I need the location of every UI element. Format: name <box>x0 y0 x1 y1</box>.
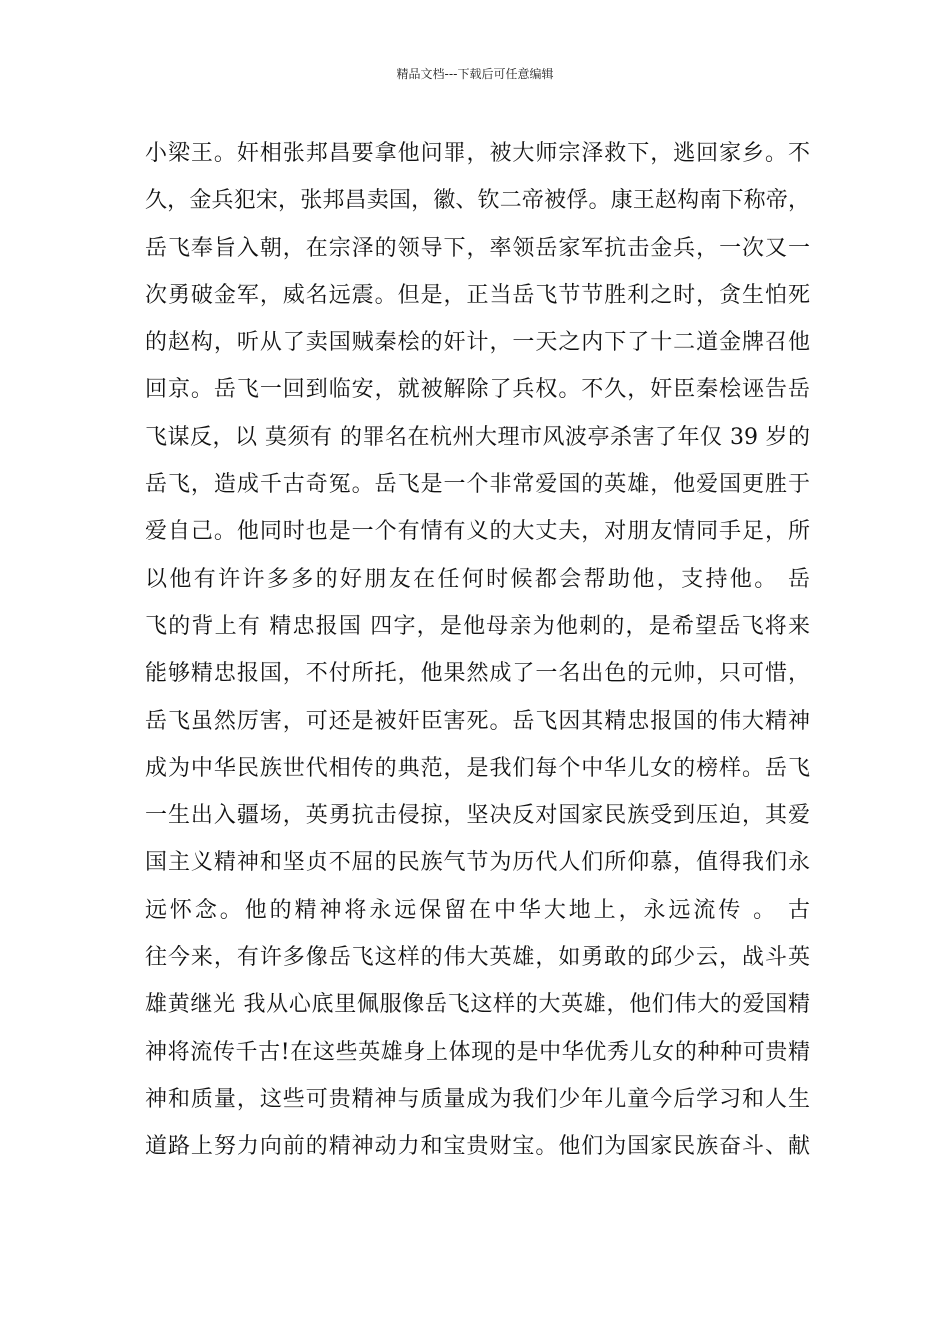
text-line: 回京。岳飞一回到临安，就被解除了兵权。不久，奸臣秦桧诬告岳 <box>145 377 810 403</box>
text-line: 的赵构，听从了卖国贼秦桧的奸计，一天之内下了十二道金牌召他 <box>145 330 810 356</box>
text-line: 国主义精神和坚贞不屈的民族气节为历代人们所仰慕，值得我们永 <box>145 850 810 876</box>
text-line: 一生出入疆场，英勇抗击侵掠，坚决反对国家民族受到压迫，其爱 <box>145 803 810 829</box>
text-line: 成为中华民族世代相传的典范，是我们每个中华儿女的榜样。岳飞 <box>145 755 810 781</box>
text-line: 远怀念。他的精神将永远保留在中华大地上，永远流传 。 古 <box>145 897 810 923</box>
text-line: 往今来，有许多像岳飞这样的伟大英雄，如勇敢的邱少云，战斗英 <box>145 945 810 971</box>
text-line: 以他有许许多多的好朋友在任何时候都会帮助他，支持他。 岳 <box>145 566 810 592</box>
text-line: 飞的背上有 精忠报国 四字，是他母亲为他刺的，是希望岳飞将来 <box>145 613 810 639</box>
text-line: 能够精忠报国，不付所托，他果然成了一名出色的元帅，只可惜， <box>145 661 810 687</box>
body-text <box>145 130 810 1171</box>
text-line: 久，金兵犯宋，张邦昌卖国，徽、钦二帝被俘。康王赵构南下称帝， <box>145 188 810 214</box>
text-line: 岳飞奉旨入朝，在宗泽的领导下，率领岳家军抗击金兵，一次又一 <box>145 235 810 261</box>
page-header: 精品文档---下载后可任意编辑 <box>396 67 554 81</box>
text-line: 爱自己。他同时也是一个有情有义的大丈夫，对朋友情同手足，所 <box>145 519 810 545</box>
text-line: 岳飞虽然厉害，可还是被奸臣害死。岳飞因其精忠报国的伟大精神 <box>145 708 810 734</box>
text-line: 飞谋反，以 莫须有 的罪名在杭州大理市风波亭杀害了年仅 39 岁的 <box>145 424 810 450</box>
text-line: 神将流传千古!在这些英雄身上体现的是中华优秀儿女的种种可贵精 <box>145 1039 810 1065</box>
text-line: 神和质量，这些可贵精神与质量成为我们少年儿童今后学习和人生 <box>145 1086 810 1112</box>
text-line: 次勇破金军，威名远震。但是，正当岳飞节节胜利之时，贪生怕死 <box>145 282 810 308</box>
text-line: 岳飞，造成千古奇冤。岳飞是一个非常爱国的英雄，他爱国更胜于 <box>145 472 810 498</box>
text-line: 道路上努力向前的精神动力和宝贵财宝。他们为国家民族奋斗、献 <box>145 1134 810 1160</box>
text-line: 小梁王。奸相张邦昌要拿他问罪，被大师宗泽救下，逃回家乡。不 <box>145 141 810 166</box>
text-line: 雄黄继光 我从心底里佩服像岳飞这样的大英雄，他们伟大的爱国精 <box>145 992 810 1018</box>
